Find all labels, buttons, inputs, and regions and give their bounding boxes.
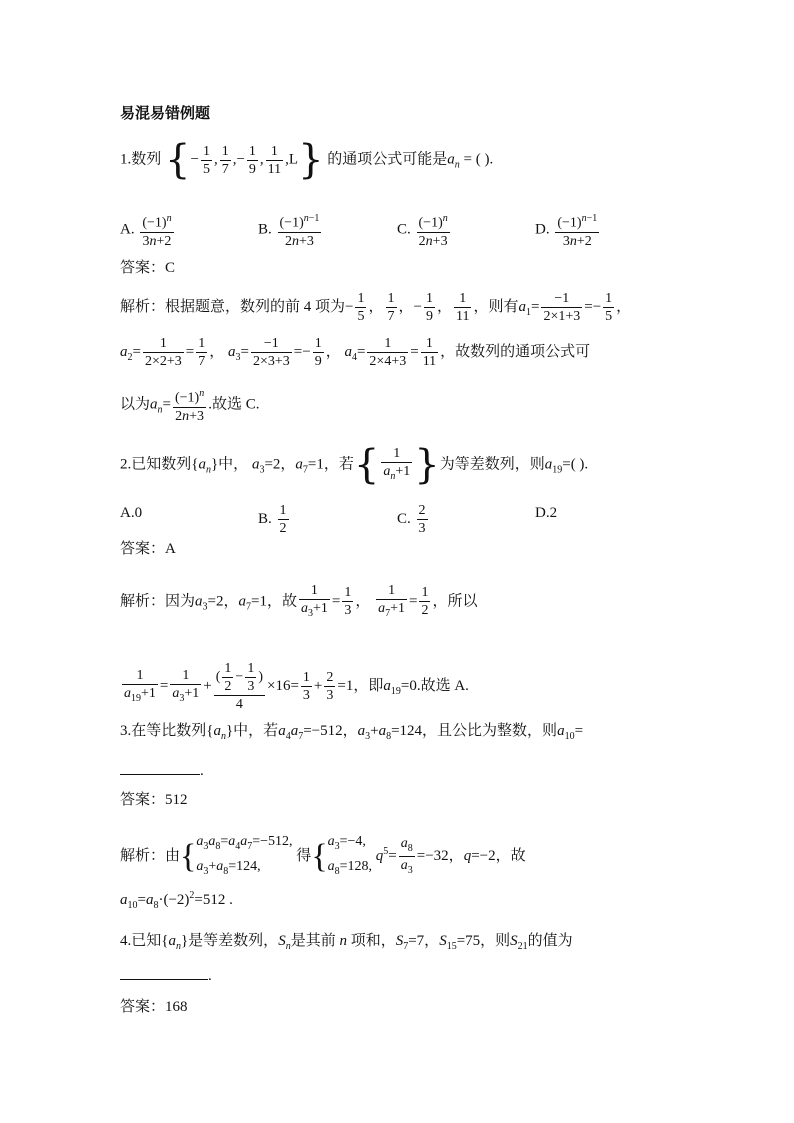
q1-option-b: B. $\frac{(-1)^{n-1}}{2n+3}$ bbox=[258, 210, 323, 250]
question-1: 1.数列 {− $\frac{1}{5}$ , $\frac{1}{7}$ ,− $\frac{1}{9}$ , $\frac{1}{11}$ ,L} 的通项公式可能是$a_n$ = ( ). bbox=[120, 137, 494, 183]
q4-answer: 答案：168 bbox=[120, 999, 188, 1015]
q3-blank: . bbox=[120, 760, 204, 782]
question-4: 4.已知$\{a_n\}$是等差数列，$S_n$是其前 n 项和，$S_7=7$，$S_{15}=75$，则$S_{21}$的值为 bbox=[120, 933, 573, 952]
q2-option-c: C. $\frac{2}{3}$ bbox=[397, 503, 426, 536]
section-title: 易混易错例题 bbox=[120, 106, 211, 122]
q1-explanation-line-3: 以为$a_n=$ $\frac{(-1)^n}{2n+3}$ .故选 C. bbox=[120, 385, 259, 425]
q2-option-a: A.0 bbox=[120, 505, 143, 521]
q1-explanation-line-1: 解析：根据题意，数列的前 4 项为− $\frac{1}{5}$ ， $\frac{1}{7}$ ，− $\frac{1}{9}$ ， $\frac{1}{11}$ ，则有$a_1=$ $\frac{-1}{2\times 1+3}$ =− $\frac{1}{5}$ ， bbox=[120, 291, 632, 324]
question-2: 2.已知数列$\{a_n\}$中， $a_3=2$，$a_7=1$，若{ $\frac{1}{a_n+1}$ }为等差数列，则$a_{19}=$( ). bbox=[120, 442, 589, 488]
question-3: 3.在等比数列$\{a_n\}$中，若$a_4a_7=-512$，$a_3+a_8=124$，且公比为整数，则$a_{10}=$ bbox=[120, 723, 584, 742]
q4-blank: . bbox=[120, 965, 212, 987]
q1-option-c: C. $\frac{(-1)^n}{2n+3}$ bbox=[397, 210, 452, 250]
q2-explanation-line-1: 解析：因为$a_3=2$，$a_7=1$，故 $\frac{1}{a_3+1}$ = $\frac{1}{3}$ ， $\frac{1}{a_7+1}$ = $\frac{1}{2}$ ，所以 bbox=[120, 583, 478, 619]
q2-option-d: D.2 bbox=[535, 505, 558, 521]
q1-option-a: A. $\frac{(-1)^n}{3n+2}$ bbox=[120, 210, 176, 250]
q1-explanation-line-2: $a_2=$ $\frac{1}{2\times 2+3}$ = $\frac{1}{7}$ ， $a_3=$ $\frac{-1}{2\times 3+3}$ =− $\frac{1}{9}$ ， $a_4=$ $\frac{1}{2\times 4+3}$ = $\frac{1}{11}$ ，故数列的通项公式可 bbox=[120, 336, 591, 369]
q1-option-d: D. $\frac{(-1)^{n-1}}{3n+2}$ bbox=[535, 210, 601, 250]
q2-answer: 答案：A bbox=[120, 541, 176, 557]
q2-option-b: B. $\frac{1}{2}$ bbox=[258, 503, 287, 536]
q1-answer: 答案：C bbox=[120, 260, 176, 276]
q3-explanation-line-1: 解析：由{ $a_3a_8=a_4a_7=-512$, $a_3+a_8=124$, 得{ $a_3=-4$, $a_8=128$, $q^5=$ $\frac{a_8}{a_3}$ =−32，q=−2，故 bbox=[120, 834, 526, 877]
q3-explanation-line-2: $a_{10}=a_8\cdot(-2)^2=512$ . bbox=[120, 890, 233, 911]
q3-answer: 答案：512 bbox=[120, 792, 188, 808]
q2-explanation-line-2: $\frac{1}{a_{19}+1}$ = $\frac{1}{a_3+1}$ + ( $\frac{1}{2}$ − $\frac{1}{3}$ ) 4 ×16= $\frac{1}{3}$ + $\frac{2}{3}$ =1，即$a_{19}=0$.故选 A. bbox=[124, 661, 469, 712]
